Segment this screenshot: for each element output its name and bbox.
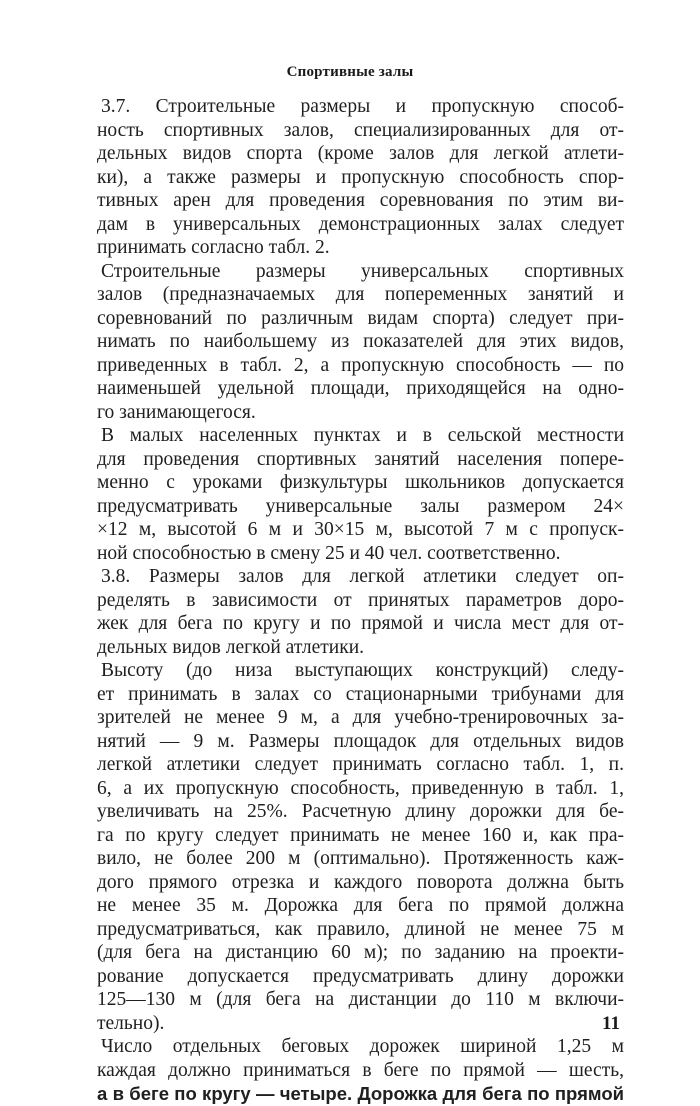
- text-line: каждая должно приниматься в беге по прямой — шесть,: [97, 1059, 624, 1081]
- text-line: для проведения спортивных занятий населения попере-: [97, 448, 624, 470]
- text-line: залов (предназначаемых для попеременных занятий и: [97, 284, 624, 305]
- text-line: га по кругу следует принимать не менее 160 и, как пра-: [97, 824, 624, 846]
- text-line: наименьшей удельной площади, приходящейся на одно-: [97, 378, 624, 399]
- text-line: дого прямого отрезка и каждого поворота должна быть: [97, 871, 624, 893]
- text-line: тивных арен для проведения соревнования по этим ви-: [97, 190, 624, 211]
- text-line: предусматривать универсальные залы размером 24×: [97, 495, 624, 517]
- text-line: предусматриваться, как правило, длиной не менее 75 м: [97, 918, 624, 940]
- page-number: 11: [602, 1013, 620, 1034]
- text-line: принимать согласно табл. 2.: [97, 237, 330, 258]
- text-line: дельных видов легкой атлетики.: [97, 636, 365, 658]
- text-line: дельных видов спорта (кроме залов для легкой атлети-: [97, 143, 624, 164]
- text-line: ет принимать в залах со стационарными трибунами для: [97, 683, 624, 705]
- text-line: тельно).: [97, 1012, 165, 1034]
- body-text: [97, 95, 624, 1106]
- text-line: рование допускается предусматривать длину дорожки: [97, 965, 624, 987]
- text-line: 6, а их пропускную способность, приведенную в табл. 1,: [97, 777, 624, 799]
- text-line: Число отдельных беговых дорожек шириной 1,25 м: [101, 1036, 624, 1057]
- running-header-title: Спортивные залы: [286, 64, 414, 80]
- text-line: ×12 м, высотой 6 м и 30×15 м, высотой 7 м с пропуск-: [97, 519, 624, 540]
- text-line: соревнований по различным видам спорта) следует при-: [97, 307, 624, 329]
- text-line: зрителей не менее 9 м, а для учебно-тренировочных за-: [97, 707, 624, 728]
- paragraph-track-count: [97, 1035, 624, 1106]
- text-line: 125—130 м (для бега на дистанции до 110 м включи-: [97, 989, 624, 1010]
- text-line: го занимающегося.: [97, 401, 256, 423]
- text-line: а в беге по кругу — четыре. Дорожка для бега по прямой: [97, 1083, 624, 1104]
- text-line: (для бега на дистанцию 60 м); по заданию на проекти-: [97, 942, 624, 963]
- paragraph-3-7: [97, 95, 624, 260]
- text-line: 3.7. Строительные размеры и пропускную способ-: [101, 96, 624, 117]
- text-line: ки), а также размеры и пропускную способность спор-: [97, 166, 624, 188]
- text-line: нимать по наибольшему из показателей для этих видов,: [97, 331, 624, 352]
- text-line: дам в универсальных демонстрационных залах следует: [97, 213, 624, 235]
- text-line: В малых населенных пунктах и в сельской местности: [101, 425, 624, 446]
- paragraph-small-settlements: [97, 424, 624, 565]
- text-line: менно с уроками физкультуры школьников допускается: [97, 472, 624, 493]
- text-line: нятий — 9 м. Размеры площадок для отдельных видов: [97, 730, 624, 752]
- text-line: ность спортивных залов, специализированных для от-: [97, 119, 624, 141]
- text-line: приведенных в табл. 2, а пропускную способность — по: [97, 354, 624, 376]
- text-line: не менее 35 м. Дорожка для бега по прямой должна: [97, 895, 624, 916]
- text-line: ной способностью в смену 25 и 40 чел. соответственно.: [97, 542, 561, 564]
- text-line: 3.8. Размеры залов для легкой атлетики следует оп-: [101, 566, 624, 587]
- text-line: вило, не более 200 м (оптимально). Протяженность каж-: [97, 848, 624, 869]
- text-line: Строительные размеры универсальных спортивных: [101, 260, 624, 282]
- text-line: легкой атлетики следует принимать согласно табл. 1, п.: [97, 754, 624, 775]
- text-line: жек для бега по кругу и по прямой и числа мест для от-: [97, 613, 624, 634]
- text-line: ределять в зависимости от принятых параметров доро-: [97, 589, 624, 611]
- paragraph-3-8: [97, 565, 624, 659]
- text-line: Высоту (до низа выступающих конструкций) следу-: [101, 660, 624, 681]
- paragraph-universal-halls: [97, 260, 624, 425]
- text-line: увеличивать на 25%. Расчетную длину дорожки для бе-: [97, 801, 624, 822]
- paragraph-height: [97, 659, 624, 1035]
